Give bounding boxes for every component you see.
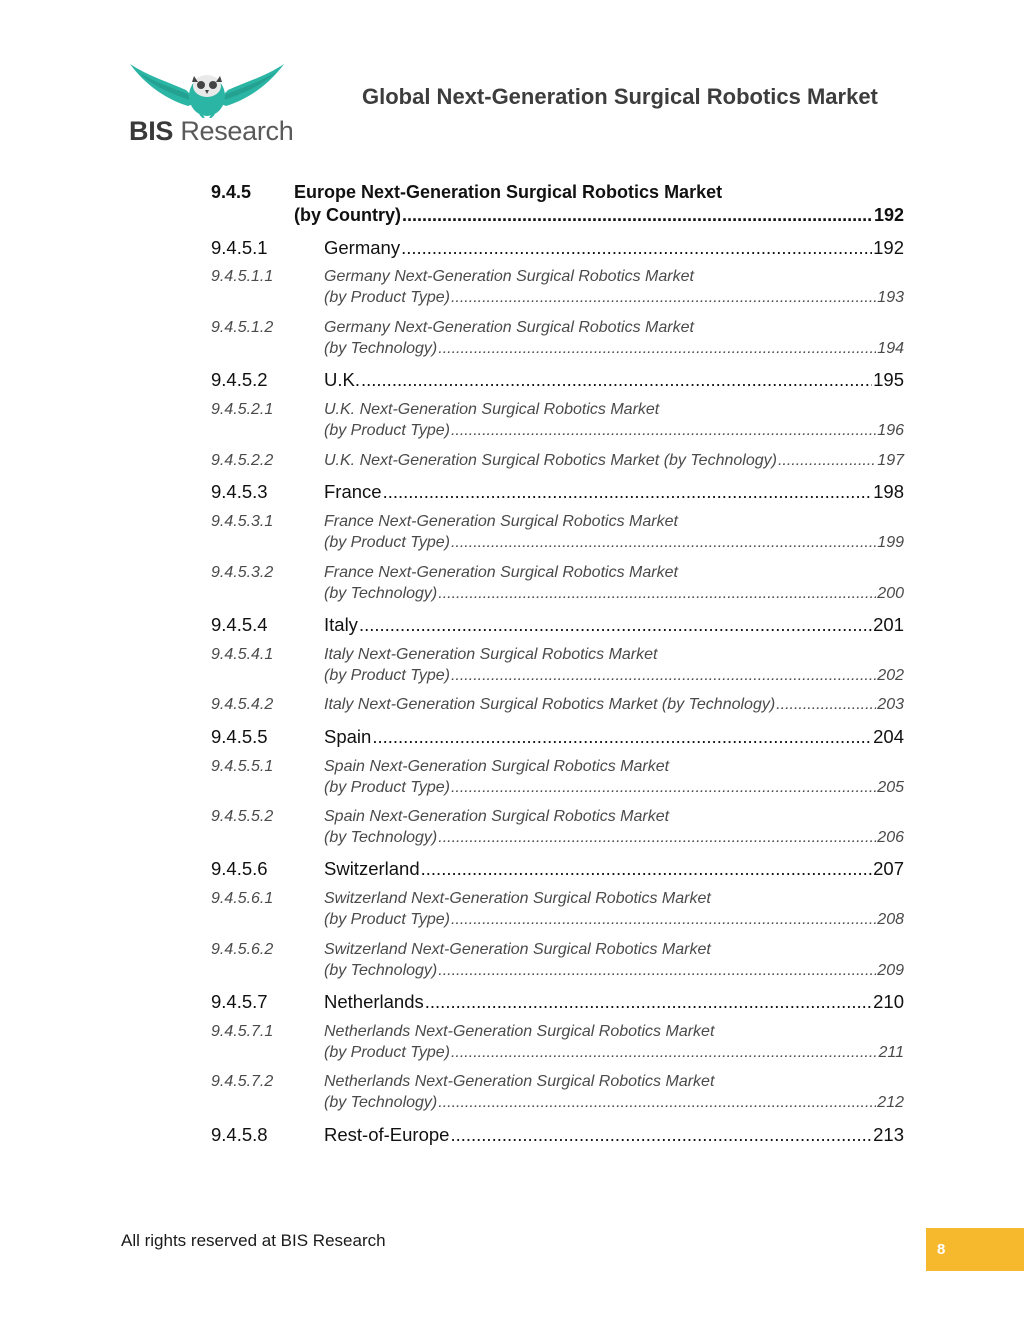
brand-wordmark: BIS Research [129, 116, 294, 146]
toc-entry-text: (by Technology) [324, 340, 438, 357]
toc-entry-page: 200 [877, 585, 904, 602]
toc-entry-page: 204 [873, 726, 904, 747]
toc-entry-page: 201 [873, 614, 904, 635]
toc-entry-page: 206 [877, 829, 904, 846]
toc-entry-title [324, 368, 904, 391]
dot-leader [438, 583, 876, 604]
toc-entry-page: 210 [873, 991, 904, 1012]
toc-entry-text: Netherlands [324, 991, 424, 1012]
toc-entry-title [324, 756, 904, 798]
dot-leader [776, 694, 876, 715]
toc-entry-text: Italy Next-Generation Surgical Robotics Market (by Technology) [324, 696, 776, 713]
toc-entry-title [324, 725, 904, 748]
dot-leader [421, 857, 872, 880]
toc-entry-title [324, 806, 904, 848]
toc-entry-text: (by Technology) [324, 585, 438, 602]
toc-entry-text: France Next-Generation Surgical Robotics Market [324, 513, 678, 530]
toc-entry-page: 192 [873, 237, 904, 258]
toc-entry-text: (by Technology) [324, 1094, 438, 1111]
dot-leader [451, 287, 876, 308]
toc-entry-title [324, 990, 904, 1013]
toc-entry-text: (by Technology) [324, 962, 438, 979]
toc-entry-title [324, 450, 904, 471]
dot-leader [425, 990, 872, 1013]
toc-entry-number: 9.4.5.1.1 [211, 268, 274, 285]
toc-entry-text: (by Product Type) [324, 534, 450, 551]
page-number: 8 [937, 1241, 946, 1258]
toc-entry-page: 208 [877, 911, 904, 928]
dot-leader [451, 420, 876, 441]
toc-entry-page: 205 [877, 779, 904, 796]
toc-entry-title [324, 857, 904, 880]
toc-entry-page: 195 [873, 369, 904, 390]
toc-entry-number: 9.4.5.2 [211, 369, 268, 390]
toc-entry-number: 9.4.5.2.1 [211, 401, 274, 418]
document-title: Global Next-Generation Surgical Robotics Market [362, 84, 878, 109]
toc-entry-number: 9.4.5.8 [211, 1124, 268, 1145]
toc-entry-number: 9.4.5 [211, 182, 252, 202]
toc-entry-number: 9.4.5.7 [211, 991, 268, 1012]
toc-entry-text: France [324, 481, 382, 502]
toc-entry-title [324, 613, 904, 636]
dot-leader [451, 1042, 878, 1063]
dot-leader [402, 204, 873, 227]
toc-entry-text: (by Product Type) [324, 422, 450, 439]
toc-entry-number: 9.4.5.1 [211, 237, 268, 258]
toc-entry-page: 196 [877, 422, 904, 439]
toc-entry-text: Switzerland Next-Generation Surgical Robotics Market [324, 890, 711, 907]
toc-entry-text: Spain Next-Generation Surgical Robotics Market [324, 808, 670, 825]
dot-leader [372, 725, 872, 748]
dot-leader [359, 613, 872, 636]
toc-entry-page: 194 [877, 340, 904, 357]
toc-entry-number: 9.4.5.5.1 [211, 758, 274, 775]
toc-entry-text: Germany Next-Generation Surgical Robotics Market [324, 319, 694, 336]
toc-entry-page: 203 [877, 696, 904, 713]
dot-leader [450, 1123, 872, 1146]
dot-leader [361, 368, 872, 391]
toc-entry-number: 9.4.5.1.2 [211, 319, 274, 336]
toc-entry-title [324, 511, 904, 553]
toc-entry-text: Germany [324, 237, 401, 258]
toc-entry-text: Germany Next-Generation Surgical Robotics Market [324, 268, 694, 285]
toc-entry-number: 9.4.5.3 [211, 481, 268, 502]
toc-entry-page: 198 [873, 481, 904, 502]
toc-entry-page: 207 [873, 858, 904, 879]
toc-entry-number: 9.4.5.4.2 [211, 696, 274, 713]
toc-entry-text: (by Product Type) [324, 667, 450, 684]
toc-entry-number: 9.4.5.6.2 [211, 941, 274, 958]
toc-entry-number: 9.4.5.3.1 [211, 513, 274, 530]
toc-entry-page: 212 [877, 1094, 904, 1111]
toc-entry-text: Switzerland Next-Generation Surgical Robotics Market [324, 941, 711, 958]
toc-entry-number: 9.4.5.7.1 [211, 1023, 274, 1040]
toc-entry-number: 9.4.5.2.2 [211, 452, 274, 469]
toc-entry-title [324, 694, 904, 715]
toc-entry-page: 192 [873, 205, 904, 225]
toc-entry-text: Netherlands Next-Generation Surgical Robotics Market [324, 1023, 715, 1040]
owl-logo-icon [128, 62, 286, 118]
toc-entry-title [294, 181, 904, 227]
toc-entry-title [324, 399, 904, 441]
toc-entry-page: 209 [877, 962, 904, 979]
toc-entry-text: France Next-Generation Surgical Robotics Market [324, 564, 678, 581]
toc-entry-number: 9.4.5.4 [211, 614, 268, 635]
toc-entry-text: (by Product Type) [324, 779, 450, 796]
toc-entry-title [324, 1071, 904, 1113]
toc-entry-title [324, 1123, 904, 1146]
toc-entry-text: Switzerland [324, 858, 420, 879]
toc-entry-title [324, 562, 904, 604]
toc-entry-text: Spain [324, 726, 372, 747]
dot-leader [778, 450, 876, 471]
toc-entry-number: 9.4.5.4.1 [211, 646, 274, 663]
dot-leader [438, 960, 876, 981]
toc-entry-text: Rest-of-Europe [324, 1124, 450, 1145]
toc-entry-text: (by Country) [294, 205, 401, 225]
toc-entry-page: 211 [878, 1044, 904, 1061]
toc-entry-page: 202 [877, 667, 904, 684]
toc-entry-number: 9.4.5.3.2 [211, 564, 274, 581]
dot-leader [451, 777, 876, 798]
toc-entry-text: U.K. [324, 369, 360, 390]
toc-entry-page: 199 [877, 534, 904, 551]
toc-entry-number: 9.4.5.6 [211, 858, 268, 879]
toc-entry-text: U.K. Next-Generation Surgical Robotics Market [324, 401, 660, 418]
toc-entry-title [324, 317, 904, 359]
toc-entry-title [324, 644, 904, 686]
dot-leader [451, 909, 876, 930]
toc-entry-text: (by Product Type) [324, 1044, 450, 1061]
toc-entry-text: Netherlands Next-Generation Surgical Robotics Market [324, 1073, 715, 1090]
toc-entry-number: 9.4.5.7.2 [211, 1073, 274, 1090]
toc-entry-title [324, 888, 904, 930]
toc-entry-text: Spain Next-Generation Surgical Robotics Market [324, 758, 670, 775]
toc-entry-page: 197 [877, 452, 904, 469]
toc-entry-page: 193 [877, 289, 904, 306]
toc-entry-number: 9.4.5.5 [211, 726, 268, 747]
toc-entry-title [324, 939, 904, 981]
dot-leader [383, 480, 873, 503]
toc-entry-text: Italy Next-Generation Surgical Robotics Market [324, 646, 658, 663]
toc-entry-text: (by Product Type) [324, 289, 450, 306]
toc-entry-number: 9.4.5.6.1 [211, 890, 274, 907]
toc-entry-title [324, 236, 904, 259]
toc-entry-text: Europe Next-Generation Surgical Robotics Market [294, 182, 723, 202]
toc-entry-title [324, 480, 904, 503]
toc-entry-text: (by Product Type) [324, 911, 450, 928]
dot-leader [401, 236, 872, 259]
toc-entry-title [324, 266, 904, 308]
copyright-text: All rights reserved at BIS Research [121, 1231, 386, 1250]
page-number-badge [926, 1228, 1024, 1271]
toc-entry-number: 9.4.5.5.2 [211, 808, 274, 825]
toc-entry-text: (by Technology) [324, 829, 438, 846]
dot-leader [438, 338, 876, 359]
dot-leader [438, 1092, 876, 1113]
dot-leader [451, 665, 876, 686]
toc-entry-text: U.K. Next-Generation Surgical Robotics Market (by Technology) [324, 452, 777, 469]
toc-entry-page: 213 [873, 1124, 904, 1145]
dot-leader [438, 827, 876, 848]
dot-leader [451, 532, 876, 553]
toc-entry-title [324, 1021, 904, 1063]
toc-entry-text: Italy [324, 614, 358, 635]
